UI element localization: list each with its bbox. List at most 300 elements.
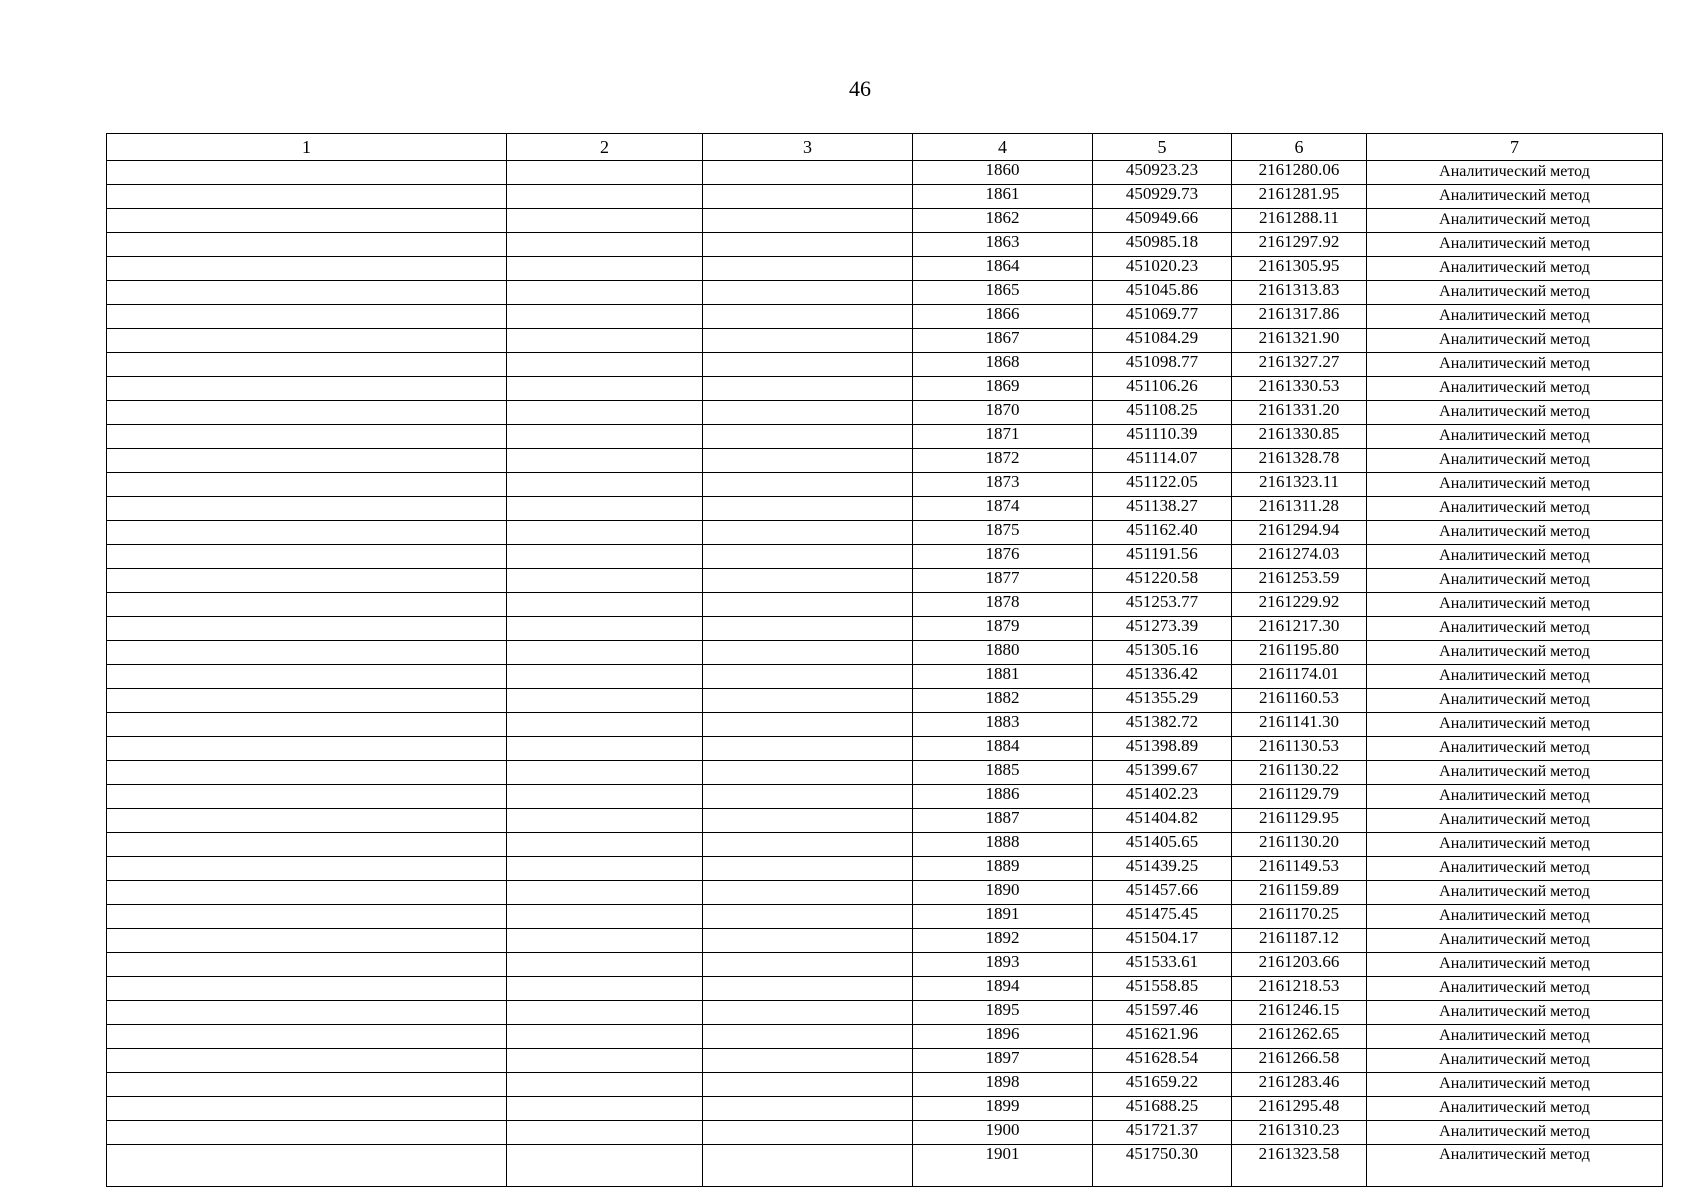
cell-col-3 (703, 785, 913, 809)
table-row (107, 617, 1663, 641)
cell-col-3 (703, 473, 913, 497)
method-cell: Аналитический метод (1367, 977, 1663, 1001)
method-cell: Аналитический метод (1367, 425, 1663, 449)
y-coordinate-cell: 2161280.06 (1232, 161, 1367, 185)
point-number-cell: 1889 (913, 857, 1093, 881)
method-cell: Аналитический метод (1367, 545, 1663, 569)
cell-col-3 (703, 185, 913, 209)
table-row (107, 593, 1663, 617)
cell-col-3 (703, 1025, 913, 1049)
cell-col-1 (107, 233, 507, 257)
method-cell: Аналитический метод (1367, 1025, 1663, 1049)
point-number-cell: 1897 (913, 1049, 1093, 1073)
y-coordinate-cell: 2161129.95 (1232, 809, 1367, 833)
method-cell: Аналитический метод (1367, 713, 1663, 737)
method-cell: Аналитический метод (1367, 641, 1663, 665)
cell-col-2 (507, 353, 703, 377)
method-cell: Аналитический метод (1367, 593, 1663, 617)
x-coordinate-cell: 451405.65 (1093, 833, 1232, 857)
x-coordinate-cell: 451659.22 (1093, 1073, 1232, 1097)
cell-col-1 (107, 185, 507, 209)
x-coordinate-cell: 450923.23 (1093, 161, 1232, 185)
point-number-cell: 1881 (913, 665, 1093, 689)
cell-col-1 (107, 209, 507, 233)
y-coordinate-cell: 2161159.89 (1232, 881, 1367, 905)
table-row (107, 977, 1663, 1001)
cell-col-1 (107, 809, 507, 833)
cell-col-3 (703, 953, 913, 977)
point-number-cell: 1865 (913, 281, 1093, 305)
column-header: 3 (703, 134, 913, 161)
cell-col-2 (507, 545, 703, 569)
cell-col-2 (507, 593, 703, 617)
cell-col-3 (703, 929, 913, 953)
cell-col-3 (703, 1097, 913, 1121)
x-coordinate-cell: 451398.89 (1093, 737, 1232, 761)
point-number-cell: 1878 (913, 593, 1093, 617)
y-coordinate-cell: 2161246.15 (1232, 1001, 1367, 1025)
cell-col-3 (703, 233, 913, 257)
y-coordinate-cell: 2161317.86 (1232, 305, 1367, 329)
cell-col-2 (507, 833, 703, 857)
cell-col-2 (507, 521, 703, 545)
point-number-cell: 1895 (913, 1001, 1093, 1025)
x-coordinate-cell: 451439.25 (1093, 857, 1232, 881)
cell-col-2 (507, 1073, 703, 1097)
method-cell: Аналитический метод (1367, 497, 1663, 521)
point-number-cell: 1880 (913, 641, 1093, 665)
method-cell: Аналитический метод (1367, 209, 1663, 233)
x-coordinate-cell: 451045.86 (1093, 281, 1232, 305)
cell-col-2 (507, 449, 703, 473)
table-row (107, 185, 1663, 209)
method-cell: Аналитический метод (1367, 1097, 1663, 1121)
cell-col-1 (107, 569, 507, 593)
point-number-cell: 1890 (913, 881, 1093, 905)
column-header: 4 (913, 134, 1093, 161)
x-coordinate-cell: 451402.23 (1093, 785, 1232, 809)
y-coordinate-cell: 2161130.53 (1232, 737, 1367, 761)
table-row (107, 209, 1663, 233)
table-row (107, 497, 1663, 521)
method-cell: Аналитический метод (1367, 1121, 1663, 1145)
point-number-cell: 1873 (913, 473, 1093, 497)
cell-col-3 (703, 329, 913, 353)
point-number-cell: 1894 (913, 977, 1093, 1001)
cell-col-1 (107, 521, 507, 545)
method-cell: Аналитический метод (1367, 377, 1663, 401)
x-coordinate-cell: 451750.30 (1093, 1145, 1232, 1187)
table-row (107, 641, 1663, 665)
cell-col-3 (703, 737, 913, 761)
method-cell: Аналитический метод (1367, 1049, 1663, 1073)
y-coordinate-cell: 2161253.59 (1232, 569, 1367, 593)
table-row (107, 1025, 1663, 1049)
method-cell: Аналитический метод (1367, 185, 1663, 209)
cell-col-3 (703, 809, 913, 833)
cell-col-1 (107, 353, 507, 377)
x-coordinate-cell: 451069.77 (1093, 305, 1232, 329)
point-number-cell: 1887 (913, 809, 1093, 833)
method-cell: Аналитический метод (1367, 521, 1663, 545)
table-row (107, 1145, 1663, 1187)
cell-col-2 (507, 1145, 703, 1187)
method-cell: Аналитический метод (1367, 329, 1663, 353)
y-coordinate-cell: 2161274.03 (1232, 545, 1367, 569)
table-row (107, 329, 1663, 353)
cell-col-2 (507, 617, 703, 641)
table-row (107, 713, 1663, 737)
cell-col-2 (507, 1049, 703, 1073)
y-coordinate-cell: 2161229.92 (1232, 593, 1367, 617)
cell-col-2 (507, 497, 703, 521)
point-number-cell: 1860 (913, 161, 1093, 185)
y-coordinate-cell: 2161313.83 (1232, 281, 1367, 305)
cell-col-1 (107, 401, 507, 425)
x-coordinate-cell: 451114.07 (1093, 449, 1232, 473)
cell-col-1 (107, 593, 507, 617)
table-row (107, 1049, 1663, 1073)
cell-col-1 (107, 1145, 507, 1187)
cell-col-2 (507, 1001, 703, 1025)
x-coordinate-cell: 451108.25 (1093, 401, 1232, 425)
x-coordinate-cell: 450985.18 (1093, 233, 1232, 257)
cell-col-2 (507, 161, 703, 185)
point-number-cell: 1883 (913, 713, 1093, 737)
table-row (107, 953, 1663, 977)
cell-col-3 (703, 449, 913, 473)
cell-col-1 (107, 665, 507, 689)
cell-col-1 (107, 1073, 507, 1097)
cell-col-1 (107, 929, 507, 953)
y-coordinate-cell: 2161305.95 (1232, 257, 1367, 281)
cell-col-3 (703, 617, 913, 641)
x-coordinate-cell: 451253.77 (1093, 593, 1232, 617)
x-coordinate-cell: 451106.26 (1093, 377, 1232, 401)
point-number-cell: 1901 (913, 1145, 1093, 1187)
cell-col-3 (703, 881, 913, 905)
table-row (107, 569, 1663, 593)
x-coordinate-cell: 451336.42 (1093, 665, 1232, 689)
y-coordinate-cell: 2161281.95 (1232, 185, 1367, 209)
y-coordinate-cell: 2161160.53 (1232, 689, 1367, 713)
cell-col-1 (107, 305, 507, 329)
cell-col-3 (703, 713, 913, 737)
x-coordinate-cell: 451355.29 (1093, 689, 1232, 713)
cell-col-2 (507, 1025, 703, 1049)
table-row (107, 377, 1663, 401)
method-cell: Аналитический метод (1367, 305, 1663, 329)
cell-col-2 (507, 953, 703, 977)
cell-col-3 (703, 1121, 913, 1145)
point-number-cell: 1879 (913, 617, 1093, 641)
cell-col-3 (703, 593, 913, 617)
point-number-cell: 1891 (913, 905, 1093, 929)
cell-col-1 (107, 761, 507, 785)
cell-col-1 (107, 1025, 507, 1049)
table-row (107, 785, 1663, 809)
cell-col-2 (507, 1097, 703, 1121)
cell-col-1 (107, 905, 507, 929)
x-coordinate-cell: 451457.66 (1093, 881, 1232, 905)
table-row (107, 521, 1663, 545)
cell-col-2 (507, 473, 703, 497)
x-coordinate-cell: 451558.85 (1093, 977, 1232, 1001)
table-row (107, 905, 1663, 929)
y-coordinate-cell: 2161174.01 (1232, 665, 1367, 689)
y-coordinate-cell: 2161294.94 (1232, 521, 1367, 545)
cell-col-1 (107, 737, 507, 761)
cell-col-3 (703, 1073, 913, 1097)
y-coordinate-cell: 2161310.23 (1232, 1121, 1367, 1145)
cell-col-2 (507, 881, 703, 905)
point-number-cell: 1870 (913, 401, 1093, 425)
cell-col-2 (507, 977, 703, 1001)
table-row (107, 257, 1663, 281)
method-cell: Аналитический метод (1367, 569, 1663, 593)
method-cell: Аналитический метод (1367, 689, 1663, 713)
y-coordinate-cell: 2161141.30 (1232, 713, 1367, 737)
cell-col-1 (107, 689, 507, 713)
cell-col-3 (703, 1145, 913, 1187)
cell-col-3 (703, 905, 913, 929)
y-coordinate-cell: 2161130.20 (1232, 833, 1367, 857)
y-coordinate-cell: 2161130.22 (1232, 761, 1367, 785)
method-cell: Аналитический метод (1367, 953, 1663, 977)
cell-col-3 (703, 641, 913, 665)
x-coordinate-cell: 450949.66 (1093, 209, 1232, 233)
cell-col-3 (703, 521, 913, 545)
method-cell: Аналитический метод (1367, 257, 1663, 281)
y-coordinate-cell: 2161328.78 (1232, 449, 1367, 473)
cell-col-3 (703, 857, 913, 881)
method-cell: Аналитический метод (1367, 473, 1663, 497)
x-coordinate-cell: 450929.73 (1093, 185, 1232, 209)
method-cell: Аналитический метод (1367, 1073, 1663, 1097)
table-row (107, 809, 1663, 833)
table-row (107, 545, 1663, 569)
cell-col-2 (507, 329, 703, 353)
cell-col-1 (107, 1049, 507, 1073)
table-row (107, 1121, 1663, 1145)
cell-col-2 (507, 569, 703, 593)
x-coordinate-cell: 451162.40 (1093, 521, 1232, 545)
cell-col-3 (703, 401, 913, 425)
cell-col-1 (107, 881, 507, 905)
y-coordinate-cell: 2161195.80 (1232, 641, 1367, 665)
x-coordinate-cell: 451020.23 (1093, 257, 1232, 281)
method-cell: Аналитический метод (1367, 353, 1663, 377)
cell-col-3 (703, 833, 913, 857)
point-number-cell: 1893 (913, 953, 1093, 977)
cell-col-2 (507, 665, 703, 689)
x-coordinate-cell: 451721.37 (1093, 1121, 1232, 1145)
table-row (107, 1097, 1663, 1121)
cell-col-3 (703, 281, 913, 305)
header-row (107, 134, 1663, 161)
cell-col-3 (703, 209, 913, 233)
table-row (107, 425, 1663, 449)
method-cell: Аналитический метод (1367, 857, 1663, 881)
cell-col-2 (507, 713, 703, 737)
cell-col-1 (107, 713, 507, 737)
cell-col-2 (507, 785, 703, 809)
y-coordinate-cell: 2161170.25 (1232, 905, 1367, 929)
cell-col-1 (107, 617, 507, 641)
y-coordinate-cell: 2161149.53 (1232, 857, 1367, 881)
y-coordinate-cell: 2161217.30 (1232, 617, 1367, 641)
cell-col-2 (507, 425, 703, 449)
cell-col-3 (703, 161, 913, 185)
x-coordinate-cell: 451621.96 (1093, 1025, 1232, 1049)
point-number-cell: 1875 (913, 521, 1093, 545)
x-coordinate-cell: 451382.72 (1093, 713, 1232, 737)
point-number-cell: 1868 (913, 353, 1093, 377)
y-coordinate-cell: 2161295.48 (1232, 1097, 1367, 1121)
cell-col-1 (107, 377, 507, 401)
point-number-cell: 1862 (913, 209, 1093, 233)
y-coordinate-cell: 2161330.53 (1232, 377, 1367, 401)
table-row (107, 665, 1663, 689)
point-number-cell: 1871 (913, 425, 1093, 449)
cell-col-1 (107, 785, 507, 809)
cell-col-2 (507, 857, 703, 881)
x-coordinate-cell: 451305.16 (1093, 641, 1232, 665)
point-number-cell: 1863 (913, 233, 1093, 257)
table-row (107, 929, 1663, 953)
method-cell: Аналитический метод (1367, 665, 1663, 689)
method-cell: Аналитический метод (1367, 1145, 1663, 1187)
point-number-cell: 1899 (913, 1097, 1093, 1121)
y-coordinate-cell: 2161262.65 (1232, 1025, 1367, 1049)
cell-col-2 (507, 809, 703, 833)
point-number-cell: 1877 (913, 569, 1093, 593)
cell-col-2 (507, 233, 703, 257)
table-body (107, 134, 1663, 1187)
y-coordinate-cell: 2161297.92 (1232, 233, 1367, 257)
method-cell: Аналитический метод (1367, 905, 1663, 929)
point-number-cell: 1874 (913, 497, 1093, 521)
cell-col-2 (507, 929, 703, 953)
cell-col-1 (107, 161, 507, 185)
x-coordinate-cell: 451688.25 (1093, 1097, 1232, 1121)
y-coordinate-cell: 2161331.20 (1232, 401, 1367, 425)
y-coordinate-cell: 2161288.11 (1232, 209, 1367, 233)
cell-col-3 (703, 545, 913, 569)
method-cell: Аналитический метод (1367, 281, 1663, 305)
cell-col-2 (507, 689, 703, 713)
column-header: 6 (1232, 134, 1367, 161)
table-row (107, 449, 1663, 473)
point-number-cell: 1861 (913, 185, 1093, 209)
method-cell: Аналитический метод (1367, 737, 1663, 761)
cell-col-3 (703, 425, 913, 449)
cell-col-2 (507, 737, 703, 761)
point-number-cell: 1872 (913, 449, 1093, 473)
point-number-cell: 1898 (913, 1073, 1093, 1097)
table-row (107, 281, 1663, 305)
cell-col-3 (703, 569, 913, 593)
cell-col-1 (107, 281, 507, 305)
y-coordinate-cell: 2161266.58 (1232, 1049, 1367, 1073)
x-coordinate-cell: 451122.05 (1093, 473, 1232, 497)
column-header: 5 (1093, 134, 1232, 161)
point-number-cell: 1896 (913, 1025, 1093, 1049)
cell-col-3 (703, 665, 913, 689)
cell-col-3 (703, 761, 913, 785)
cell-col-3 (703, 1049, 913, 1073)
table-row (107, 305, 1663, 329)
y-coordinate-cell: 2161330.85 (1232, 425, 1367, 449)
cell-col-2 (507, 401, 703, 425)
cell-col-1 (107, 857, 507, 881)
table-row (107, 233, 1663, 257)
x-coordinate-cell: 451110.39 (1093, 425, 1232, 449)
point-number-cell: 1866 (913, 305, 1093, 329)
x-coordinate-cell: 451533.61 (1093, 953, 1232, 977)
method-cell: Аналитический метод (1367, 233, 1663, 257)
cell-col-2 (507, 641, 703, 665)
method-cell: Аналитический метод (1367, 401, 1663, 425)
point-number-cell: 1867 (913, 329, 1093, 353)
table-row (107, 881, 1663, 905)
table-row (107, 353, 1663, 377)
method-cell: Аналитический метод (1367, 785, 1663, 809)
cell-col-1 (107, 425, 507, 449)
y-coordinate-cell: 2161283.46 (1232, 1073, 1367, 1097)
cell-col-3 (703, 497, 913, 521)
cell-col-1 (107, 1097, 507, 1121)
table-row (107, 1001, 1663, 1025)
cell-col-1 (107, 449, 507, 473)
point-number-cell: 1888 (913, 833, 1093, 857)
cell-col-1 (107, 497, 507, 521)
y-coordinate-cell: 2161323.11 (1232, 473, 1367, 497)
point-number-cell: 1885 (913, 761, 1093, 785)
y-coordinate-cell: 2161203.66 (1232, 953, 1367, 977)
point-number-cell: 1892 (913, 929, 1093, 953)
table-row (107, 761, 1663, 785)
cell-col-3 (703, 977, 913, 1001)
cell-col-1 (107, 257, 507, 281)
method-cell: Аналитический метод (1367, 809, 1663, 833)
x-coordinate-cell: 451404.82 (1093, 809, 1232, 833)
cell-col-3 (703, 689, 913, 713)
x-coordinate-cell: 451597.46 (1093, 1001, 1232, 1025)
point-number-cell: 1884 (913, 737, 1093, 761)
table-row (107, 737, 1663, 761)
x-coordinate-cell: 451399.67 (1093, 761, 1232, 785)
coordinates-table (106, 133, 1663, 1187)
cell-col-3 (703, 1001, 913, 1025)
point-number-cell: 1886 (913, 785, 1093, 809)
method-cell: Аналитический метод (1367, 617, 1663, 641)
x-coordinate-cell: 451475.45 (1093, 905, 1232, 929)
cell-col-1 (107, 977, 507, 1001)
cell-col-1 (107, 473, 507, 497)
cell-col-2 (507, 209, 703, 233)
point-number-cell: 1900 (913, 1121, 1093, 1145)
x-coordinate-cell: 451138.27 (1093, 497, 1232, 521)
column-header: 2 (507, 134, 703, 161)
cell-col-2 (507, 1121, 703, 1145)
method-cell: Аналитический метод (1367, 161, 1663, 185)
cell-col-1 (107, 641, 507, 665)
y-coordinate-cell: 2161311.28 (1232, 497, 1367, 521)
point-number-cell: 1882 (913, 689, 1093, 713)
cell-col-3 (703, 377, 913, 401)
cell-col-2 (507, 905, 703, 929)
